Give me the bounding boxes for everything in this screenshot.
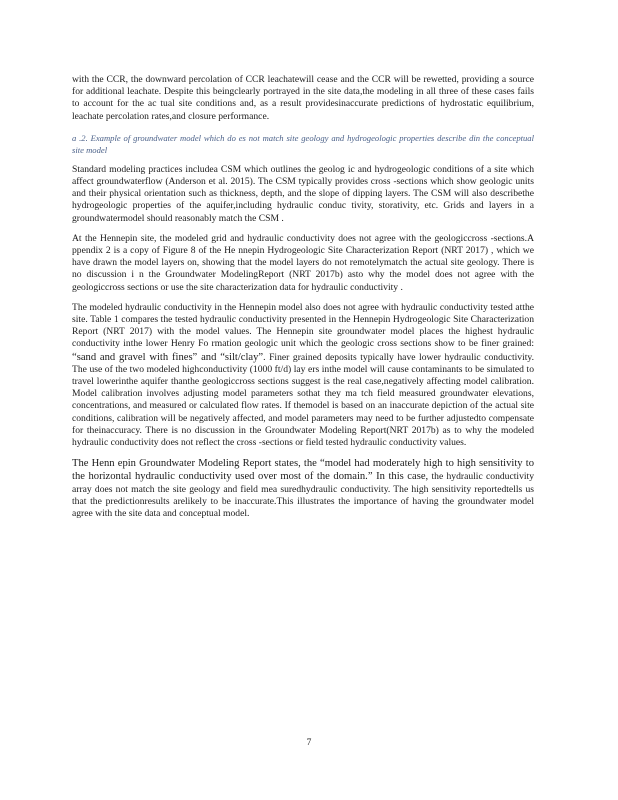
quote-sand-gravel: “sand and gravel with fines”: [72, 351, 198, 363]
page-number: 7: [306, 738, 312, 748]
section-subheading: a .2. Example of groundwater model which do es not match site geology and hydrogeologic properties describe din the conceptual site model: [72, 132, 534, 155]
paragraph-sensitivity: [72, 457, 534, 520]
paragraph-text: . Finer grained deposits typically have lower hydraulic conductivity. The use of the two modeled highconductivity (1000 ft/d) lay ers inthe model will cause contaminants to be simulated to travel lowerinthe aquifer thanthe geologiccross sections suggest is the real case,negatively affecting model calibration. Model calibration involves adjusting model parameters sothat they ma tch field measured groundwater elevations, concentrations, and measured or calculated flow rates. If themodel is based on an inaccurate depiction of the actual site conditions, calibration will be negatively affected, and model parameters may need to be further adjustedto compensate for theinaccuracy. There is no discussion in the Groundwater Modeling Report(NRT 2017b) as to why the modeled hydraulic conductivity does not reflect the cross -sections or field tested hydraulic conductivity values.: [72, 351, 534, 449]
paragraph-hennepin-grid: At the Hennepin site, the modeled grid and hydraulic conductivity does not agree with the geologiccross -sections.A ppendix 2 is a copy of Figure 8 of the He nnepin Hydrogeologic Site Characterization Report (NRT 2017) , which we have drawn the model layers on, showing that the model layers do not remotelymatch the actual site geology. There is no discussion i n the Groundwater ModelingReport (NRT 2017b) asto why the model does not agree with the geologiccross sections or use the site characterization data for hydraulic conductivity .: [72, 232, 534, 293]
body-text: [72, 74, 534, 520]
paragraph-text: The modeled hydraulic conductivity in the Hennepin model also does not agree with hydraulic conductivity tested atthe site. Table 1 compares the tested hydraulic conductivity presented in the Hennepin Hydrogeologic Site Characterization Report (NRT 2017) with the model values. The Hennepin site groundwater model places the highest hydraulic conductivity inthe lower Henry Fo rmation geologic unit which the geologic cross sections show to be finer grained:: [72, 301, 534, 350]
paragraph-lead-quote: The Henn epin Groundwater Modeling Report states, the “model had moderately high to high sensitivity to the horizontal hydraulic conductivity used over most of the domain.” In this case,: [72, 458, 534, 483]
paragraph-text: and: [197, 351, 221, 363]
paragraph-hydraulic-conductivity: [72, 302, 534, 449]
paragraph-standard-modeling: Standard modeling practices includea CSM which outlines the geolog ic and hydrogeologic conditions of a site which affect groundwaterflow (Anderson et al. 2015). The CSM typically provides cross -sections which show geologic units and their physical orientation such as thickness, depth, and the slope of dipping layers. The CSM will also describethe hydrogeologic properties of the aquifer,including hydraulic conduc tivity, storativity, etc. Grids and layers in a groundwatermodel should reasonably match the CSM .: [72, 163, 534, 224]
paragraph-ccr-closure: with the CCR, the downward percolation of CCR leachatewill cease and the CCR will be rewetted, providing a source for additional leachate. Despite this beingclearly portrayed in the site data,the modeling in all three of these cases fails to account for the ac tual site conditions and, as a result providesinaccurate predictions of hydrostatic equilibrium, leachate percolation rates,and closure performance.: [72, 74, 534, 122]
paragraph-text: the hydraulic conductivity array does not match the site geology and field mea suredhydraulic conductivity. The high sensitivity reportedtells us that the predictionresults arelikely to be inaccurate.This illustrates the importance of having the groundwater model agree with the site data and conceptual model.: [72, 471, 534, 520]
quote-silt-clay: “silt/clay”: [220, 351, 264, 363]
